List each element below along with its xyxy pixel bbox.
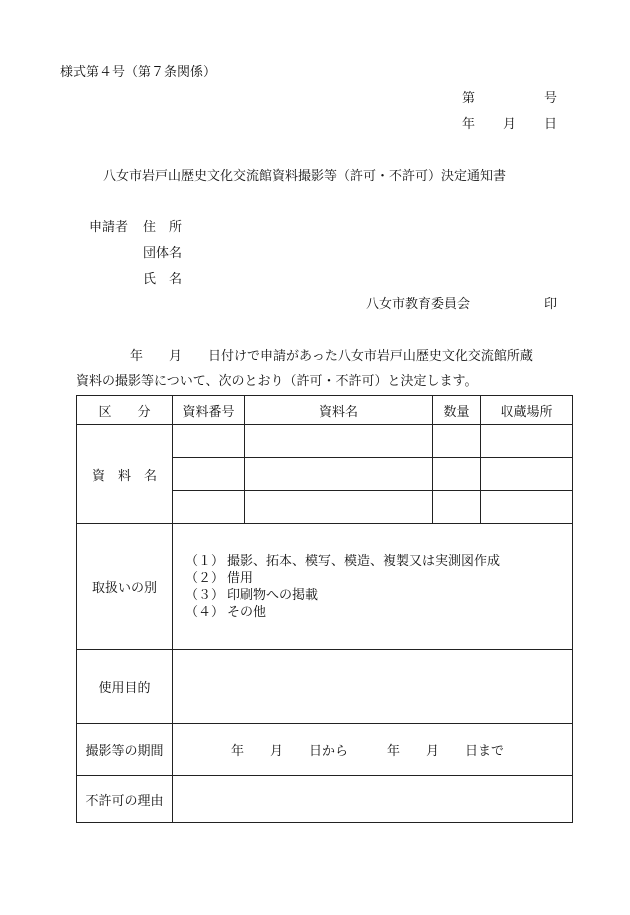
option-number: （２） [185, 570, 225, 586]
body-text-line1: 年 月 日付けで申請があった八女市岩戸山歴史文化交流館所蔵 [130, 349, 533, 364]
handling-option[interactable] [185, 553, 572, 570]
reason-cell[interactable] [173, 776, 573, 823]
period-row [77, 724, 573, 776]
header-item-number: 資料番号 [173, 396, 245, 425]
purpose-row [77, 650, 573, 724]
option-text: 印刷物への掲載 [227, 587, 319, 603]
row-label-purpose: 使用目的 [77, 650, 173, 724]
option-number: （１） [185, 553, 225, 569]
date-year: 年 [462, 117, 476, 132]
date-day: 日 [544, 117, 558, 132]
purpose-cell[interactable] [173, 650, 573, 724]
handling-option[interactable] [185, 604, 572, 621]
item-number-cell[interactable] [173, 425, 245, 458]
option-text: 借用 [227, 570, 254, 586]
option-text: 撮影、拓本、模写、模造、複製又は実測図作成 [227, 553, 501, 569]
item-name-cell[interactable] [245, 491, 433, 524]
location-cell[interactable] [481, 425, 573, 458]
body-text-line2: 資料の撮影等について、次のとおり（許可・不許可）と決定します。 [76, 374, 478, 389]
seal-mark: 印 [544, 297, 558, 312]
location-cell[interactable] [481, 458, 573, 491]
header-quantity: 数量 [433, 396, 481, 425]
quantity-cell[interactable] [433, 458, 481, 491]
handling-option[interactable] [185, 587, 572, 604]
applicant-organization-label: 団体名 [143, 246, 183, 261]
applicant-name-label: 氏 名 [143, 272, 183, 287]
item-name-cell[interactable] [245, 425, 433, 458]
date-month: 月 [503, 117, 517, 132]
applicant-address-label: 住 所 [143, 220, 183, 235]
quantity-cell[interactable] [433, 425, 481, 458]
doc-number-prefix: 第 [462, 91, 476, 106]
header-location: 収蔵場所 [481, 396, 573, 425]
issuer-name: 八女市教育委員会 [366, 297, 471, 312]
header-category: 区 分 [77, 396, 173, 425]
decision-table [76, 395, 573, 823]
header-item-name: 資料名 [245, 396, 433, 425]
location-cell[interactable] [481, 491, 573, 524]
doc-number-suffix: 号 [544, 91, 558, 106]
applicant-label: 申請者 [89, 220, 129, 235]
row-label-period: 撮影等の期間 [77, 724, 173, 776]
handling-option[interactable] [185, 570, 572, 587]
item-number-cell[interactable] [173, 458, 245, 491]
handling-row [77, 524, 573, 650]
handling-options-list [173, 553, 572, 621]
period-cell[interactable]: 年 月 日から 年 月 日まで [173, 724, 573, 776]
option-number: （３） [185, 587, 225, 603]
table-row [77, 425, 573, 458]
option-text: その他 [227, 604, 267, 620]
handling-options-cell [173, 524, 573, 650]
row-label-handling: 取扱いの別 [77, 524, 173, 650]
item-number-cell[interactable] [173, 491, 245, 524]
table-header-row [77, 396, 573, 425]
form-reference: 様式第４号（第７条関係） [60, 65, 217, 80]
reason-row [77, 776, 573, 823]
item-name-cell[interactable] [245, 458, 433, 491]
option-number: （４） [185, 604, 225, 620]
row-label-reason: 不許可の理由 [77, 776, 173, 823]
row-label-materials: 資 料 名 [77, 425, 173, 524]
quantity-cell[interactable] [433, 491, 481, 524]
document-title: 八女市岩戸山歴史文化交流館資料撮影等（許可・不許可）決定通知書 [103, 169, 507, 184]
